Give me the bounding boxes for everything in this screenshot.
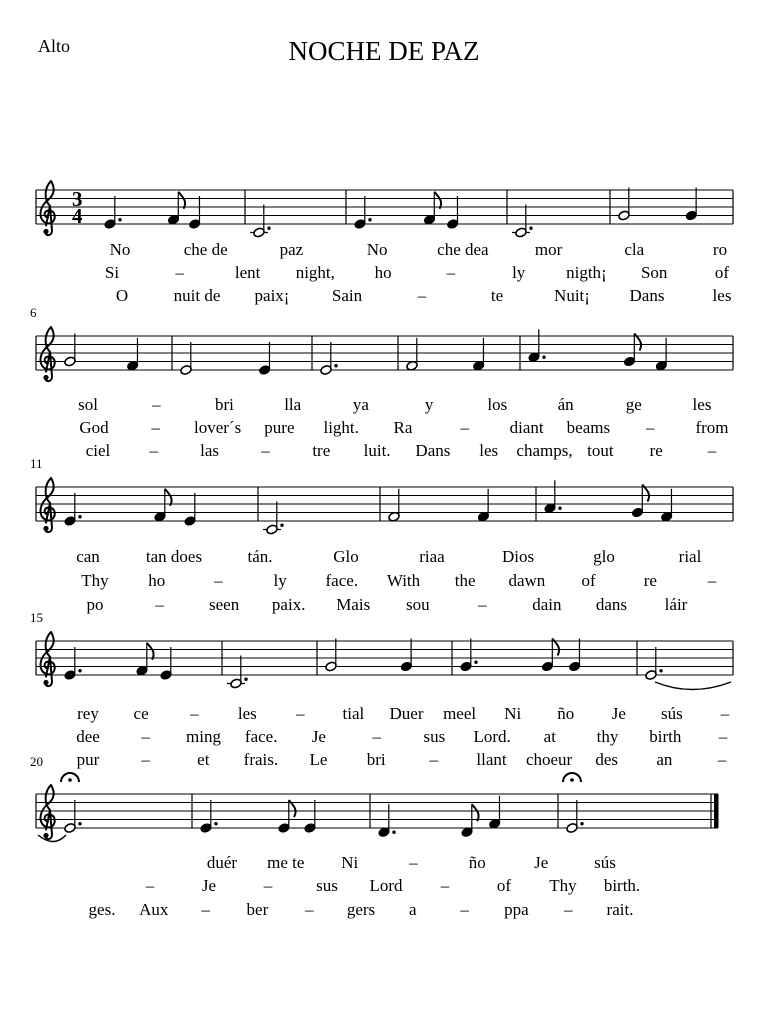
lyric-syllable: – <box>189 704 199 723</box>
lyric-syllable: duér <box>206 853 238 872</box>
lyric-syllable: pur <box>76 750 100 769</box>
lyric-syllable: – <box>151 395 161 414</box>
lyric-syllable: Thy <box>549 876 577 895</box>
lyric-syllable: Je <box>311 727 326 746</box>
lyric-syllable: from <box>695 418 729 437</box>
lyric-syllable: – <box>440 876 450 895</box>
lyric-syllable: Je <box>611 704 626 723</box>
lyric-syllable: – <box>645 418 655 437</box>
treble-clef-icon <box>41 478 55 532</box>
lyric-syllable: ro <box>712 240 728 259</box>
lyric-syllable: Ni <box>504 704 522 723</box>
staff-system <box>30 305 733 460</box>
lyric-syllable: tout <box>587 441 614 460</box>
lyric-syllable: ño <box>557 704 575 723</box>
lyric-syllable: paz <box>279 240 304 259</box>
tie <box>655 682 731 690</box>
lyric-syllable: rey <box>77 704 99 723</box>
staff-system <box>30 610 733 769</box>
note <box>263 502 284 535</box>
lyric-syllable: – <box>141 750 150 769</box>
lyric-syllable: sus <box>316 876 338 895</box>
lyric-syllable: – <box>409 853 418 872</box>
note <box>250 205 271 238</box>
lyric-syllable: Si <box>104 263 120 282</box>
note <box>304 800 316 833</box>
lyric-syllable: – <box>201 900 210 919</box>
lyric-syllable: God <box>79 418 109 437</box>
fermata-icon <box>61 773 79 782</box>
lyric-syllable: Ra <box>393 418 413 437</box>
time-signature-beats: 3 <box>72 187 83 211</box>
lyric-syllable: láir <box>664 595 688 614</box>
lyric-syllable: dawn <box>508 571 546 590</box>
lyric-syllable: – <box>460 418 470 437</box>
lyric-syllable: face. <box>325 571 359 590</box>
note <box>655 338 667 371</box>
lyric-syllable: – <box>141 727 150 746</box>
lyric-syllable: – <box>263 876 273 895</box>
lyric-syllable: face. <box>244 727 278 746</box>
lyric-syllable: te <box>490 286 504 305</box>
lyric-syllable: les <box>237 704 257 723</box>
lyric-syllable: ho <box>148 571 166 590</box>
lyric-syllable: lover´s <box>193 418 242 437</box>
note <box>423 192 441 225</box>
lyric-syllable: No <box>366 240 388 259</box>
lyric-syllable: Nuit¡ <box>554 286 590 305</box>
lyric-syllable: rial <box>678 547 702 566</box>
lyric-syllable: birth <box>649 727 682 746</box>
lyric-syllable: – <box>151 418 161 437</box>
systems <box>30 181 733 919</box>
lyric-syllable: – <box>296 704 305 723</box>
lyric-syllable: los <box>487 395 508 414</box>
lyric-syllable: – <box>155 595 164 614</box>
lyric-syllable: No <box>109 240 131 259</box>
lyric-syllable: sou <box>405 595 430 614</box>
lyric-syllable: – <box>446 263 456 282</box>
lyric-syllable: les <box>479 441 499 460</box>
lyric-syllable: – <box>720 704 730 723</box>
lyric-syllable: Son <box>640 263 668 282</box>
lyric-syllable: a <box>409 900 417 919</box>
note <box>258 342 270 375</box>
time-signature-beat-type: 4 <box>72 204 83 228</box>
lyric-syllable: bri <box>366 750 386 769</box>
lyric-syllable: lla <box>284 395 302 414</box>
lyric-syllable: – <box>304 900 314 919</box>
lyric-syllable: – <box>145 876 155 895</box>
lyric-syllable: Sain <box>331 286 363 305</box>
note <box>685 188 697 221</box>
lyric-syllable: cla <box>624 240 645 259</box>
lyric-syllable: birth. <box>603 876 641 895</box>
lyric-syllable: Je <box>534 853 549 872</box>
lyric-syllable: – <box>372 727 381 746</box>
lyric-syllable: – <box>563 900 573 919</box>
lyric-syllable: gers <box>346 900 376 919</box>
staff-system <box>30 456 733 614</box>
lyric-syllable: – <box>717 750 727 769</box>
lyric-syllable: Dios <box>501 547 535 566</box>
lyric-syllable: re <box>643 571 657 590</box>
lyric-syllable: Le <box>309 750 328 769</box>
lyric-syllable: thy <box>596 727 619 746</box>
lyric-syllable: Dans <box>629 286 665 305</box>
lyric-syllable: sús <box>661 704 683 723</box>
note <box>126 338 138 371</box>
note <box>188 196 200 229</box>
page-title: NOCHE DE PAZ <box>288 36 480 66</box>
note <box>64 334 76 367</box>
lyric-syllable: las <box>200 441 220 460</box>
note <box>378 804 396 837</box>
lyric-syllable: po <box>86 595 104 614</box>
lyric-syllable: riaa <box>419 547 445 566</box>
lyric-syllable: – <box>429 750 439 769</box>
lyric-syllable: re <box>649 441 663 460</box>
note <box>167 192 185 225</box>
lyric-syllable: ges. <box>88 900 116 919</box>
lyric-syllable: luit. <box>363 441 391 460</box>
measure-number: 11 <box>30 456 43 471</box>
lyric-syllable: tan does <box>145 547 203 566</box>
lyric-syllable: nuit de <box>173 286 221 305</box>
lyric-syllable: ce <box>133 704 149 723</box>
treble-clef-icon <box>41 181 55 235</box>
lyric-syllable: sus <box>423 727 446 746</box>
note <box>406 338 418 371</box>
lyric-syllable: mor <box>534 240 563 259</box>
lyric-syllable: ppa <box>504 900 529 919</box>
note <box>180 342 192 375</box>
note <box>461 804 479 837</box>
lyric-syllable: ño <box>468 853 486 872</box>
lyric-syllable: Ni <box>341 853 359 872</box>
note <box>660 489 672 522</box>
lyric-syllable: of <box>496 876 512 895</box>
lyric-syllable: Thy <box>81 571 109 590</box>
note <box>618 188 630 221</box>
lyric-syllable: les <box>692 395 712 414</box>
lyric-syllable: bri <box>214 395 234 414</box>
lyric-syllable: – <box>718 727 728 746</box>
note <box>488 796 500 829</box>
lyric-syllable: pure <box>264 418 295 437</box>
note <box>184 493 196 526</box>
lyric-syllable: champs, <box>516 441 573 460</box>
lyric-syllable: dans <box>595 595 627 614</box>
lyric-syllable: Lord. <box>473 727 511 746</box>
measure-number: 15 <box>30 610 43 625</box>
lyric-syllable: beams <box>566 418 611 437</box>
lyric-syllable: choeur <box>525 750 573 769</box>
note <box>544 480 562 513</box>
lyric-syllable: night, <box>295 263 335 282</box>
lyric-syllable: – <box>707 441 717 460</box>
lyric-syllable: Aux <box>139 900 169 919</box>
lyric-syllable: y <box>424 395 434 414</box>
lyric-syllable: ge <box>625 395 642 414</box>
lyric-syllable: lent <box>234 263 261 282</box>
lyric-syllable: sús <box>594 853 616 872</box>
note <box>400 639 412 672</box>
note <box>136 643 154 676</box>
lyric-syllable: – <box>478 595 487 614</box>
lyric-syllable: Mais <box>336 595 371 614</box>
lyric-syllable: diant <box>509 418 544 437</box>
lyric-syllable: of <box>581 571 596 590</box>
lyric-syllable: meel <box>443 704 477 723</box>
note <box>512 205 533 238</box>
lyric-syllable: frais. <box>243 750 279 769</box>
staff-system <box>30 754 719 919</box>
lyric-syllable: et <box>197 750 210 769</box>
lyric-syllable: che de <box>183 240 228 259</box>
note <box>477 489 489 522</box>
lyric-syllable: seen <box>208 595 240 614</box>
note <box>446 196 458 229</box>
note <box>154 489 172 522</box>
lyric-syllable: tre <box>312 441 331 460</box>
lyric-syllable: nigth¡ <box>566 263 607 282</box>
lyric-syllable: – <box>417 286 427 305</box>
final-barline <box>714 794 719 828</box>
lyric-syllable: the <box>454 571 476 590</box>
part-name: Alto <box>38 36 71 56</box>
note <box>325 639 337 672</box>
lyric-syllable: che dea <box>437 240 489 259</box>
lyric-syllable: tán. <box>247 547 273 566</box>
lyric-syllable: paix¡ <box>254 286 290 305</box>
measure-number: 6 <box>30 305 37 320</box>
lyric-syllable: ly <box>512 263 526 282</box>
lyric-syllable: paix. <box>271 595 306 614</box>
treble-clef-icon <box>41 785 55 839</box>
lyric-syllable: With <box>386 571 421 590</box>
lyric-syllable: dain <box>532 595 562 614</box>
lyric-syllable: dee <box>76 727 100 746</box>
lyric-syllable: – <box>149 441 159 460</box>
lyric-syllable: – <box>261 441 270 460</box>
lyric-syllable: an <box>656 750 673 769</box>
lyric-syllable: glo <box>593 547 615 566</box>
note <box>160 647 172 680</box>
lyric-syllable: at <box>543 727 556 746</box>
lyric-syllable: ciel <box>85 441 111 460</box>
fermata-icon <box>563 773 581 782</box>
lyric-syllable: Je <box>201 876 217 895</box>
lyric-syllable: Lord <box>369 876 403 895</box>
measure-number: 20 <box>30 754 43 769</box>
note <box>388 489 400 522</box>
treble-clef-icon <box>41 327 55 381</box>
lyric-syllable: – <box>707 571 717 590</box>
lyric-syllable: ya <box>352 395 369 414</box>
note <box>563 773 584 833</box>
lyric-syllable: les <box>712 286 732 305</box>
lyric-syllable: sol <box>78 395 98 414</box>
lyric-syllable: light. <box>323 418 359 437</box>
lyric-syllable: ming <box>186 727 221 746</box>
note <box>528 329 546 362</box>
lyric-syllable: Dans <box>415 441 451 460</box>
lyric-syllable: llant <box>476 750 507 769</box>
lyric-syllable: tial <box>342 704 365 723</box>
lyric-syllable: can <box>76 547 100 566</box>
lyric-syllable: – <box>175 263 185 282</box>
lyric-syllable: ho <box>374 263 392 282</box>
note <box>568 639 580 672</box>
lyric-syllable: ber <box>246 900 269 919</box>
lyric-syllable: – <box>214 571 223 590</box>
lyric-syllable: des <box>595 750 619 769</box>
note <box>61 773 82 833</box>
lyric-syllable: rait. <box>606 900 634 919</box>
note <box>472 338 484 371</box>
lyric-syllable: of <box>714 263 730 282</box>
lyric-syllable: – <box>460 900 469 919</box>
lyric-syllable: Glo <box>333 547 359 566</box>
lyric-syllable: ly <box>273 571 287 590</box>
lyric-syllable: O <box>115 286 129 305</box>
lyric-syllable: me te <box>267 853 305 872</box>
note <box>227 656 248 689</box>
treble-clef-icon <box>41 632 55 686</box>
lyric-syllable: án <box>557 395 574 414</box>
lyric-syllable: Duer <box>389 704 424 723</box>
